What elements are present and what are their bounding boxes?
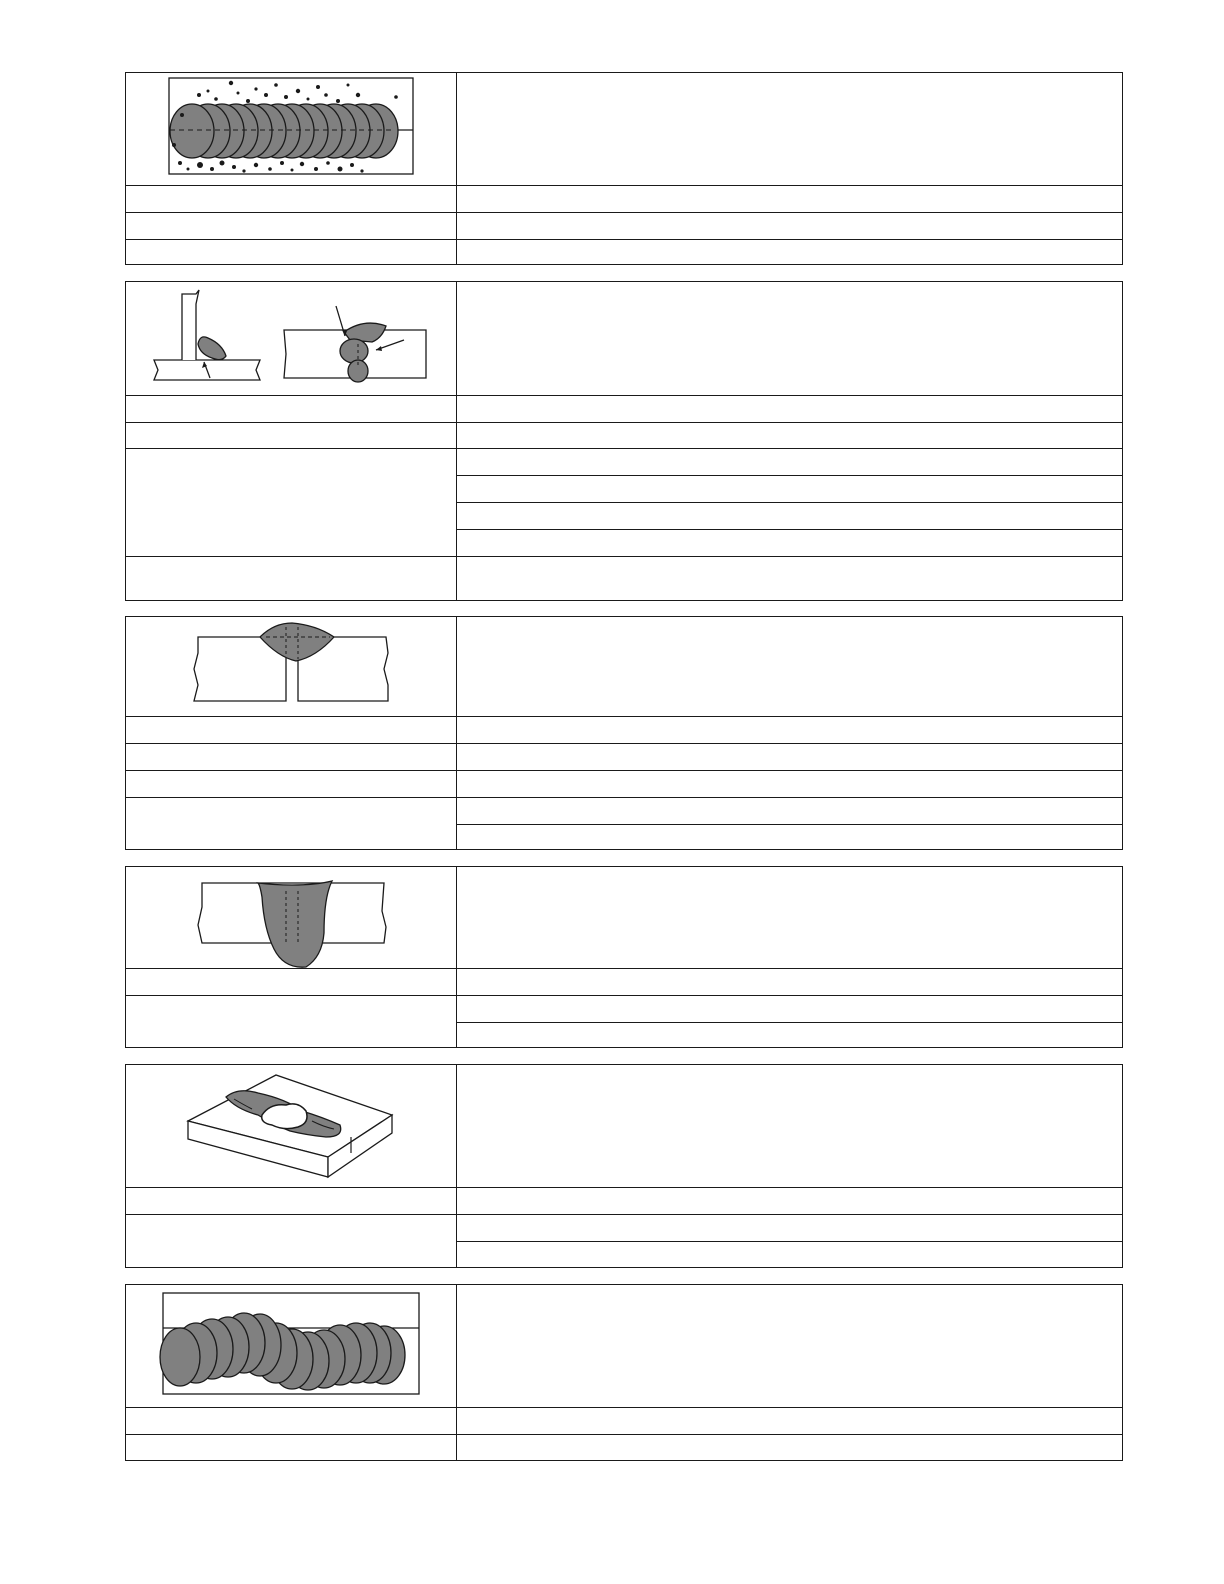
column-divider — [456, 617, 457, 849]
row-divider — [456, 1241, 1122, 1242]
porous-weld-bead-illustration — [126, 73, 456, 185]
column-divider — [456, 867, 457, 1047]
troubleshooting-table-5 — [125, 1064, 1123, 1268]
row-divider — [126, 448, 1122, 449]
row-divider — [126, 716, 1122, 717]
deep-butt-weld-illustration — [126, 867, 456, 968]
row-divider — [126, 395, 1122, 396]
row-divider — [126, 1434, 1122, 1435]
row-divider — [456, 502, 1122, 503]
row-divider — [456, 824, 1122, 825]
row-divider — [126, 239, 1122, 240]
troubleshooting-table-1 — [125, 72, 1123, 265]
burn-through-plate-illustration — [126, 1065, 456, 1187]
shallow-butt-weld-illustration — [126, 617, 456, 716]
troubleshooting-table-2 — [125, 281, 1123, 601]
row-divider — [126, 556, 1122, 557]
column-divider — [456, 1065, 457, 1267]
row-divider — [126, 995, 1122, 996]
column-divider — [456, 73, 457, 264]
row-divider — [126, 1214, 1122, 1215]
row-divider — [456, 475, 1122, 476]
row-divider — [126, 1407, 1122, 1408]
troubleshooting-table-6 — [125, 1284, 1123, 1461]
row-divider — [126, 212, 1122, 213]
column-divider — [456, 282, 457, 600]
row-divider — [456, 529, 1122, 530]
troubleshooting-table-3 — [125, 616, 1123, 850]
row-divider — [456, 1022, 1122, 1023]
row-divider — [126, 770, 1122, 771]
row-divider — [126, 968, 1122, 969]
row-divider — [126, 797, 1122, 798]
row-divider — [126, 1187, 1122, 1188]
troubleshooting-table-4 — [125, 866, 1123, 1048]
fillet-and-butt-weld-cross-section-illustration — [126, 282, 456, 395]
wavy-weld-bead-illustration — [126, 1285, 456, 1407]
row-divider — [126, 185, 1122, 186]
row-divider — [126, 422, 1122, 423]
row-divider — [126, 743, 1122, 744]
